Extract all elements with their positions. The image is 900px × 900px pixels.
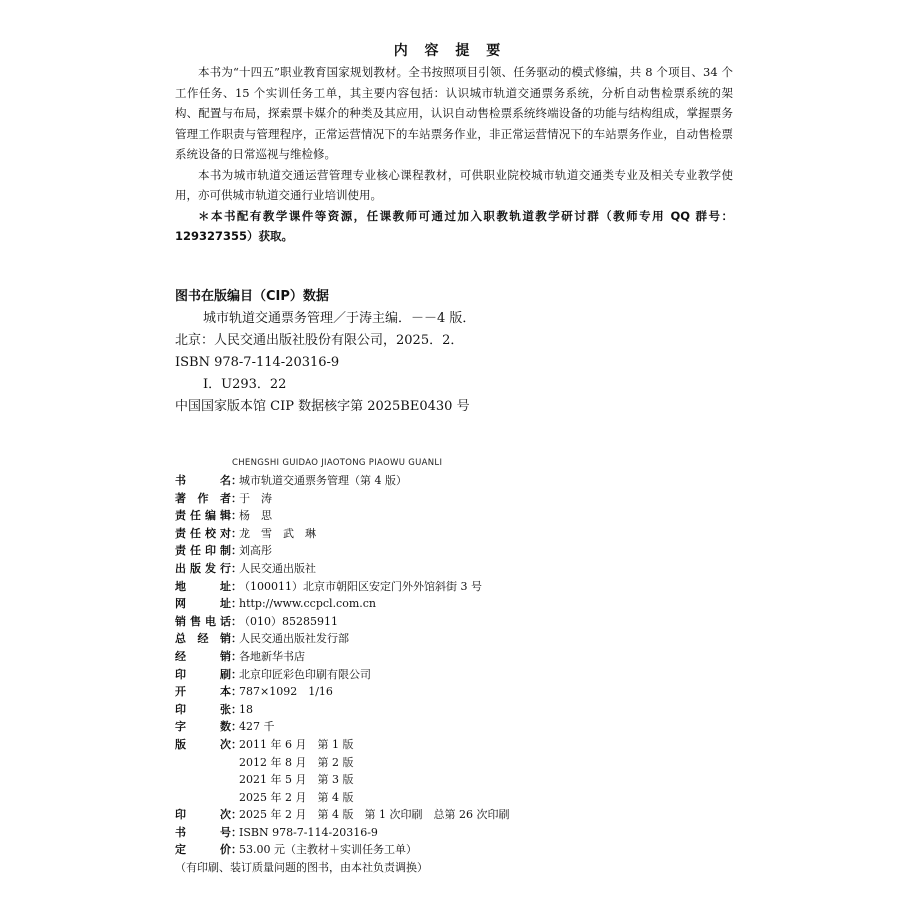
colophon-row — [175, 525, 735, 543]
colophon-label: 地 址 — [175, 579, 231, 593]
colophon-colon: ： — [231, 544, 242, 558]
colophon-row — [175, 472, 735, 490]
colophon-row — [175, 630, 735, 648]
colophon-value: 2011 年 6 月 第 1 版 — [239, 737, 354, 751]
summary-section — [175, 62, 733, 247]
colophon-colon: ： — [231, 526, 242, 540]
cip-line-4: Ⅰ．U293．22 — [203, 377, 287, 392]
colophon-value: 53.00 元（主教材＋实训任务工单） — [239, 843, 417, 857]
colophon-value: 787×1092 1/16 — [239, 685, 333, 699]
colophon-label: 印 张 — [175, 702, 231, 716]
colophon-row — [175, 542, 735, 560]
colophon-label: 经 销 — [175, 649, 231, 663]
colophon-value: 2021 年 5 月 第 3 版 — [239, 773, 354, 787]
colophon-row — [175, 648, 735, 666]
pinyin-title: CHENGSHI GUIDAO JIAOTONG PIAOWU GUANLI — [232, 458, 443, 468]
colophon-colon: ： — [231, 649, 242, 663]
colophon-label: 责 任 校 对 — [175, 526, 231, 540]
colophon-label: 版 次 — [175, 737, 231, 751]
colophon-colon: ： — [231, 614, 242, 628]
summary-paragraph-3: ＊本书配有教学课件等资源，任课教师可通过加入职教轨道教学研讨群（教师专用 QQ 群号：129327355）获取。 — [175, 208, 733, 243]
colophon-value: 人民交通出版社发行部 — [239, 632, 349, 646]
colophon-colon: ： — [231, 632, 242, 646]
colophon-label: 责 任 印 制 — [175, 544, 231, 558]
colophon-label: 销 售 电 话 — [175, 614, 231, 628]
colophon-section — [175, 472, 735, 877]
colophon-label: 印 次 — [175, 808, 231, 822]
colophon-label: 责 任 编 辑 — [175, 509, 231, 523]
colophon-value: 2025 年 2 月 第 4 版 — [239, 790, 354, 804]
colophon-label: 印 刷 — [175, 667, 231, 681]
colophon-rows — [175, 472, 735, 859]
colophon-colon: ： — [231, 720, 242, 734]
colophon-label: 著 作 者 — [175, 491, 231, 505]
colophon-row — [175, 718, 735, 736]
summary-paragraph-2: 本书为城市轨道交通运营管理专业核心课程教材，可供职业院校城市轨道交通类专业及相关专业教学使用，亦可供城市轨道交通行业培训使用。 — [175, 167, 733, 202]
colophon-colon: ： — [231, 597, 242, 611]
colophon-colon: ： — [231, 702, 242, 716]
colophon-row — [175, 824, 735, 842]
colophon-value: 人民交通出版社 — [239, 561, 316, 575]
colophon-colon: ： — [231, 737, 242, 751]
colophon-row — [175, 806, 735, 824]
colophon-label: 书 名 — [175, 474, 231, 487]
colophon-row — [175, 490, 735, 508]
cip-line-5: 中国国家版本馆 CIP 数据核字第 2025BE0430 号 — [175, 399, 470, 414]
colophon-colon: ： — [231, 561, 242, 575]
colophon-row — [175, 841, 735, 859]
colophon-colon: ： — [231, 843, 242, 857]
colophon-row — [175, 736, 735, 754]
colophon-label: 字 数 — [175, 720, 231, 734]
colophon-value: （100011）北京市朝阳区安定门外外馆斜街 3 号 — [239, 579, 482, 593]
colophon-value: 18 — [239, 702, 253, 716]
cip-section — [175, 286, 735, 418]
colophon-label: 出 版 发 行 — [175, 561, 231, 575]
colophon-colon: ： — [231, 579, 242, 593]
colophon-colon: ： — [231, 808, 242, 822]
colophon-label: 书 号 — [175, 825, 231, 839]
colophon-value: 2012 年 8 月 第 2 版 — [239, 755, 354, 769]
cip-line-1: 城市轨道交通票务管理／于涛主编．－－4 版． — [203, 311, 476, 326]
colophon-colon: ： — [231, 667, 242, 681]
colophon-value: 北京印匠彩色印刷有限公司 — [239, 667, 371, 681]
colophon-row — [175, 595, 735, 613]
colophon-row — [175, 771, 735, 789]
colophon-label: 总 经 销 — [175, 632, 231, 646]
colophon-value: 2025 年 2 月 第 4 版 第 1 次印刷 总第 26 次印刷 — [239, 808, 510, 822]
colophon-colon: ： — [231, 685, 242, 699]
colophon-value: （010）85285911 — [239, 614, 338, 628]
colophon-row — [175, 560, 735, 578]
colophon-value: 于 涛 — [239, 491, 272, 505]
cip-line-2: 北京：人民交通出版社股份有限公司，2025．2． — [175, 333, 464, 348]
cip-line-3: ISBN 978-7-114-20316-9 — [175, 355, 340, 370]
colophon-value: 各地新华书店 — [239, 649, 305, 663]
colophon-label: 网 址 — [175, 597, 231, 611]
colophon-row — [175, 578, 735, 596]
colophon-colon: ： — [231, 825, 242, 839]
colophon-row — [175, 507, 735, 525]
colophon-value: 龙 雪 武 琳 — [239, 526, 316, 540]
colophon-row — [175, 613, 735, 631]
summary-title: 内 容 提 要 — [393, 43, 507, 59]
colophon-label: 开 本 — [175, 685, 231, 699]
colophon-colon: ： — [231, 474, 242, 487]
colophon-value: 城市轨道交通票务管理（第 4 版） — [239, 474, 407, 487]
colophon-value: 刘高彤 — [239, 544, 272, 558]
colophon-colon: ： — [231, 509, 242, 523]
colophon-row — [175, 683, 735, 701]
colophon-value: 427 千 — [239, 720, 275, 734]
summary-paragraph-1: 本书为“十四五”职业教育国家规划教材。全书按照项目引领、任务驱动的模式修编，共 8 个项目、34 个工作任务、15 个实训任务工单，其主要内容包括：认识城市轨道交通票务系统，分析自动售检票系统的架构、配置与布局，探索票卡媒介的种类及其应用，认识自动售检票系统终端设备的功能与结构组成，掌握票务管理工作职责与管理程序，正常运营情况下的车站票务作业，非正常运营情况下的车站票务作业，自动售检票系统设备的日常巡视与维检修。 — [175, 65, 733, 161]
colophon-value: ISBN 978-7-114-20316-9 — [239, 825, 378, 839]
colophon-value: http://www.ccpcl.com.cn — [239, 597, 377, 611]
colophon-note: （有印刷、装订质量问题的图书，由本社负责调换） — [175, 861, 428, 875]
colophon-value: 杨 思 — [239, 509, 272, 523]
colophon-row — [175, 666, 735, 684]
colophon-row — [175, 754, 735, 772]
colophon-colon: ： — [231, 491, 242, 505]
colophon-row — [175, 789, 735, 807]
colophon-row — [175, 701, 735, 719]
colophon-label: 定 价 — [175, 843, 231, 857]
cip-title: 图书在版编目（CIP）数据 — [175, 289, 329, 304]
